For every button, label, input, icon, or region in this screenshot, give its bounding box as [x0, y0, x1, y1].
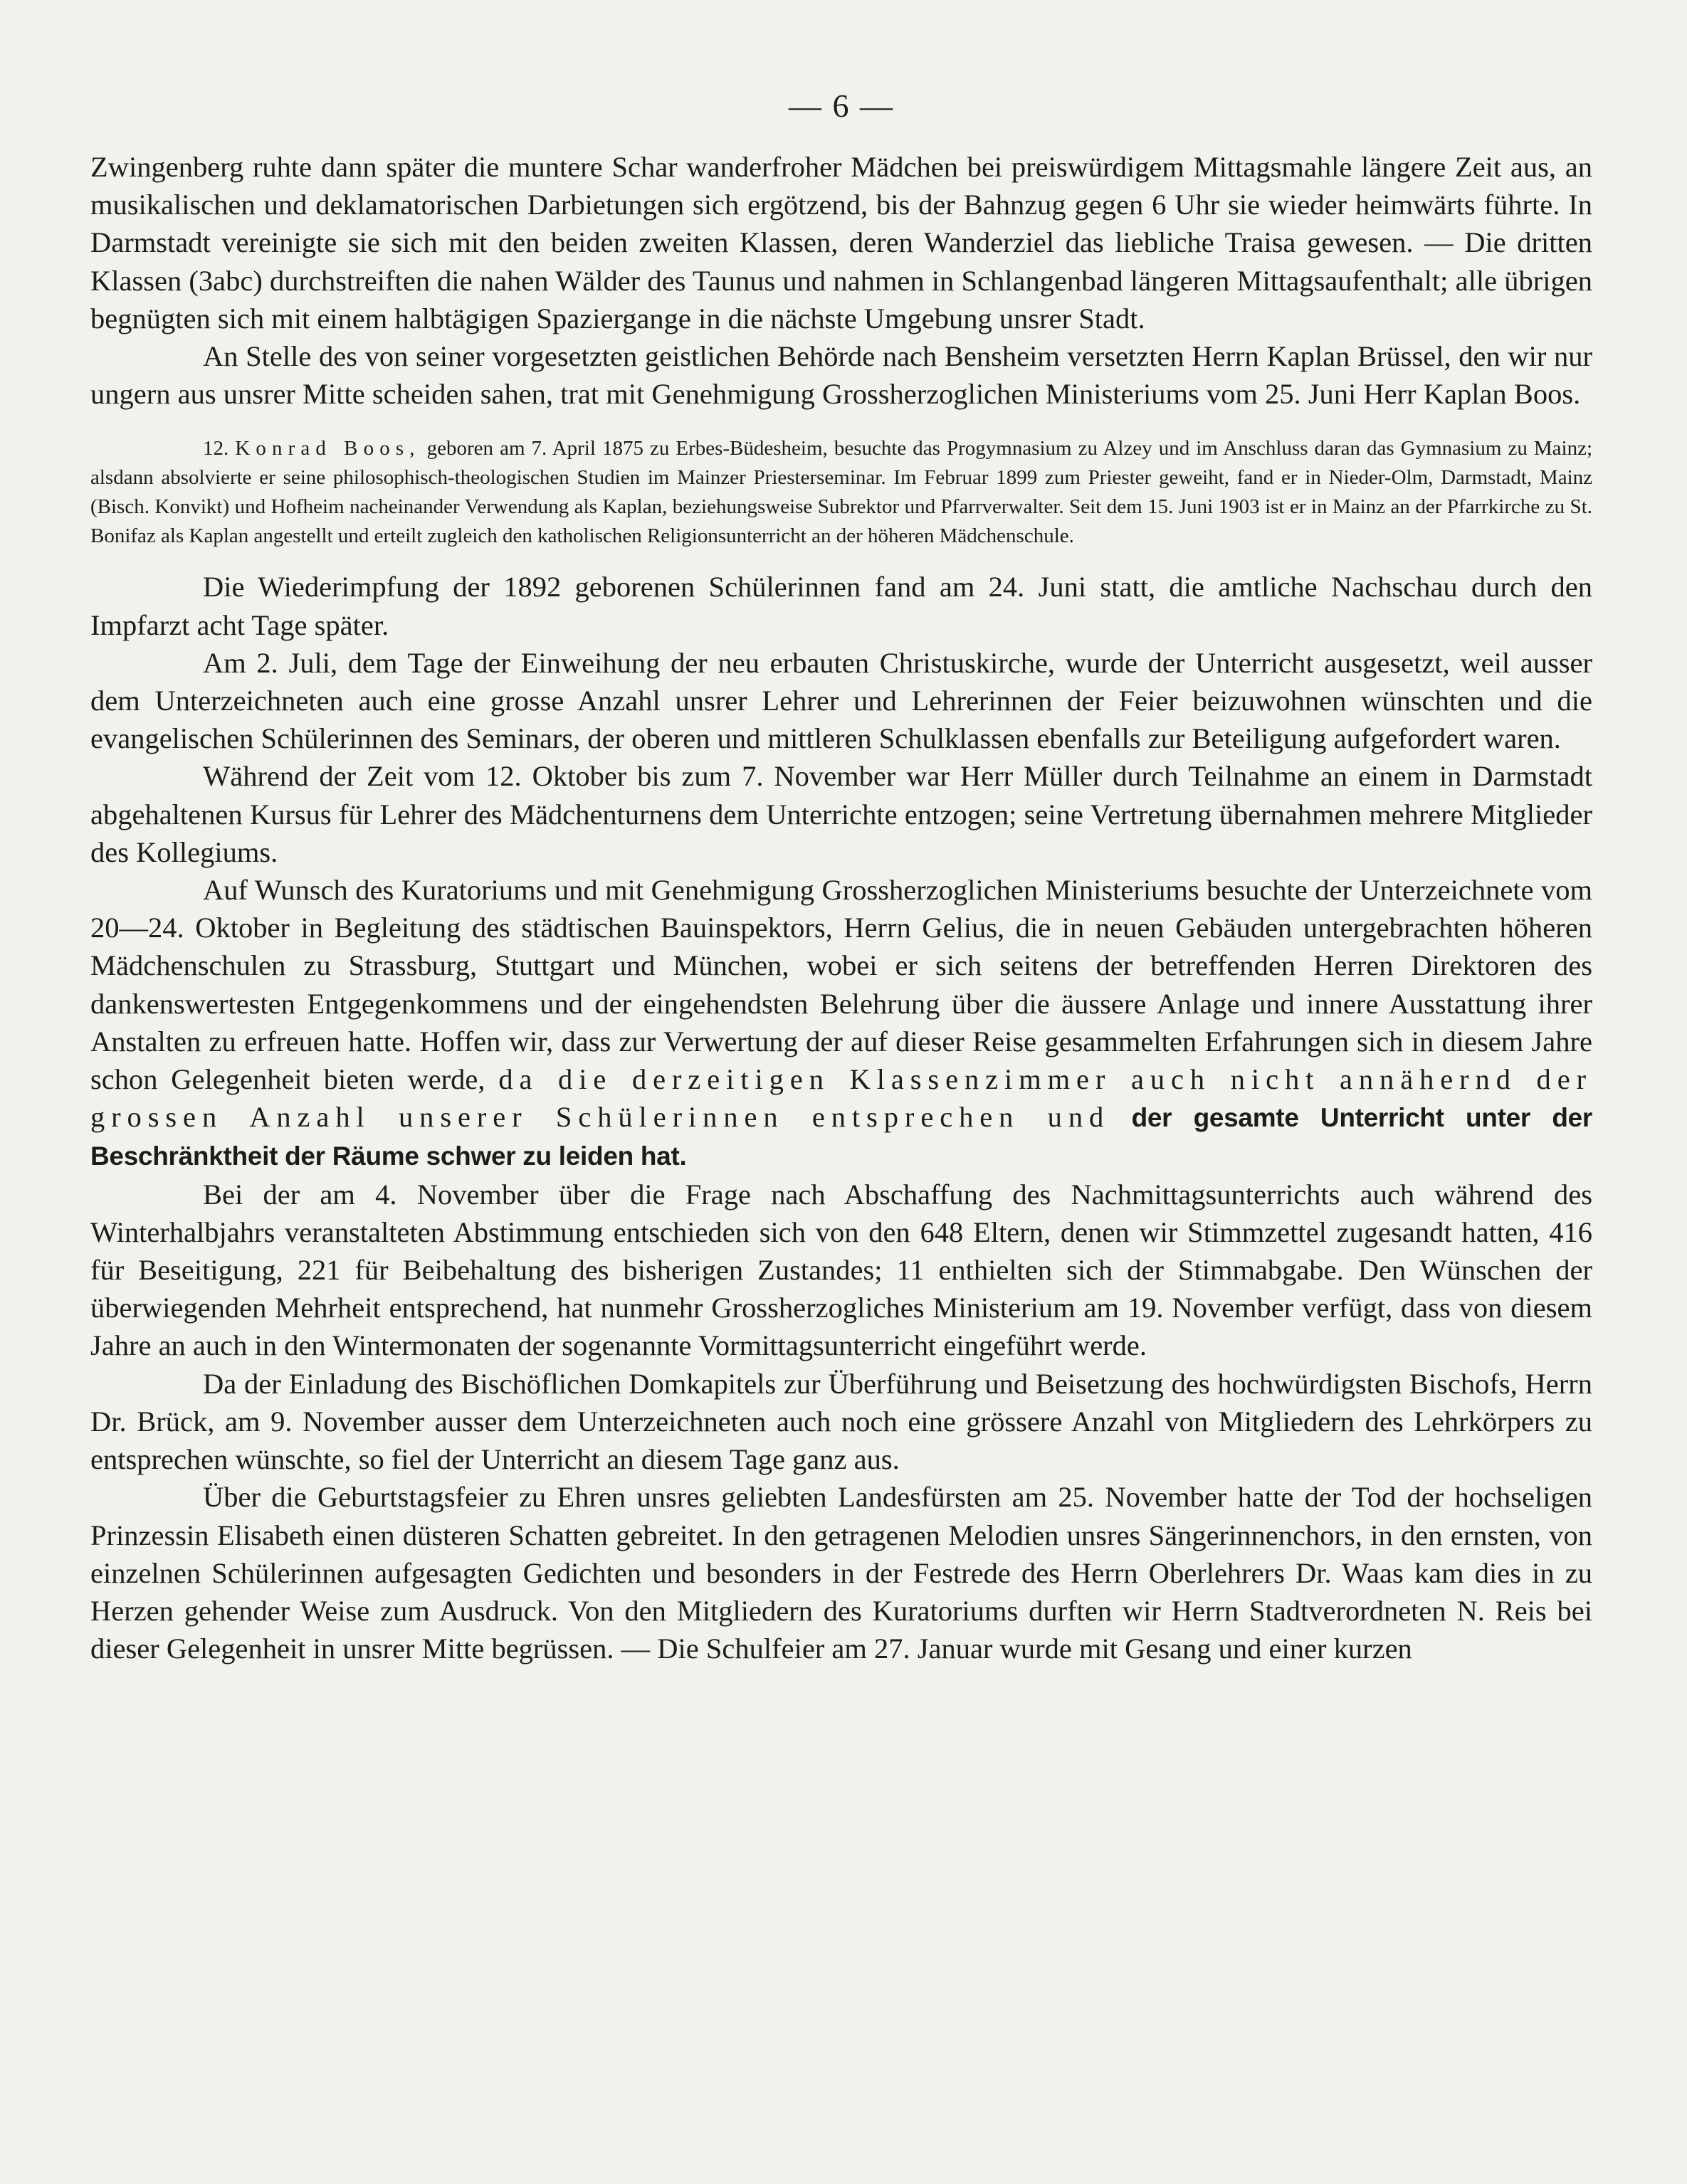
- paragraph-1: Zwingenberg ruhte dann später die muntere Schar wanderfroher Mädchen bei preiswürdigem Mittagsmahle längere Zeit aus, an musikalischen und deklamatorischen Darbietungen sich ergötzend, bis der Bahnzug gegen 6 Uhr sie wieder heimwärts führte. In Darmstadt vereinigte sie sich mit den beiden zweiten Klassen, deren Wanderziel das liebliche Traisa gewesen. — Die dritten Klassen (3abc) durchstreiften die nahen Wälder des Taunus und nahmen in Schlangenbad längeren Mittagsaufenthalt; alle übrigen begnügten sich mit einem halbtägigen Spaziergange in die nächste Umgebung unsrer Stadt.: [90, 151, 1592, 334]
- paragraph-8: Da der Einladung des Bischöflichen Domkapitels zur Überführung und Beisetzung des hochwürdigsten Bischofs, Herrn Dr. Brück, am 9. November ausser dem Unterzeichneten auch noch eine grössere Anzahl von Mitgliedern des Lehrkörpers zu entsprechen wünschte, so fiel der Unterricht an diesem Tage ganz aus.: [90, 1367, 1592, 1476]
- note-number: 12.: [203, 437, 229, 460]
- note-name: Konrad Boos,: [235, 437, 421, 460]
- paragraph-4: Am 2. Juli, dem Tage der Einweihung der neu erbauten Christuskirche, wurde der Unterricht ausgesetzt, weil ausser dem Unterzeichneten auch eine grosse Anzahl unsrer Lehrer und Lehrerinnen der Feier beizuwohnen wünschten und die evangelischen Schülerinnen des Seminars, der oberen und mittleren Schulklassen ebenfalls zur Beteiligung aufgefordert waren.: [90, 646, 1592, 755]
- page-number: — 6 —: [789, 88, 894, 124]
- biographical-note: [90, 434, 1592, 551]
- paragraph-6-lead: Auf Wunsch des Kuratoriums und mit Genehmigung Grossherzoglichen Ministeriums besuchte der Unterzeichnete vom 20—24. Oktober in Begleitung des städtischen Bauinspektors, Herrn Gelius, die in neuen Gebäuden untergebrachten höheren Mädchenschulen zu Strassburg, Stuttgart und München, wobei er sich seitens der betreffenden Herren Direktoren des dankenswertesten Entgegenkommens und der eingehendsten Belehrung über die äussere Anlage und innere Ausstattung ihrer Anstalten zu erfreuen hatte. Hoffen wir, dass zur Verwertung der auf dieser Reise gesammelten Erfahrungen sich in diesem Jahre schon Gelegenheit bieten werde,: [90, 874, 1592, 1096]
- paragraph-7: Bei der am 4. November über die Frage nach Abschaffung des Nachmittagsunterrichts auch während des Winterhalbjahrs veranstalteten Abstimmung entschieden sich von den 648 Eltern, denen wir Stimmzettel zugesandt hatten, 416 für Beseitigung, 221 für Beibehaltung des bisherigen Zustandes; 11 enthielten sich der Stimmabgabe. Den Wünschen der überwiegenden Mehrheit entsprechend, hat nunmehr Grossherzogliches Ministerium am 19. November verfügt, dass von diesem Jahre an auch in den Wintermonaten der sogenannte Vormittagsunterricht eingeführt werde.: [90, 1178, 1592, 1362]
- paragraph-6-bold: der gesamte Unterricht unter der Beschränktheit der Räume schwer zu leiden hat.: [90, 1103, 1592, 1171]
- note-text: geboren am 7. April 1875 zu Erbes-Büdesheim, besuchte das Progymnasium zu Alzey und im Anschluss daran das Gymnasium zu Mainz; alsdann absolvierte er seine philosophisch-theologischen Studien im Mainzer Priesterseminar. Im Februar 1899 zum Priester geweiht, fand er in Nieder-Olm, Darmstadt, Mainz (Bisch. Konvikt) und Hofheim nacheinander Verwendung als Kaplan, beziehungsweise Subrektor und Pfarrverwalter. Seit dem 15. Juni 1903 ist er in Mainz an der Pfarrkirche zu St. Bonifaz als Kaplan angestellt und erteilt zugleich den katholischen Religionsunterricht an der höheren Mädchenschule.: [90, 437, 1592, 548]
- paragraph-9: Über die Geburtstagsfeier zu Ehren unsres geliebten Landesfürsten am 25. November hatte der Tod der hochseligen Prinzessin Elisabeth einen düsteren Schatten gebreitet. In den getragenen Melodien unsres Sängerinnenchors, in den ernsten, von einzelnen Schülerinnen aufgesagten Gedichten und besonders in der Festrede des Herrn Oberlehrers Dr. Waas kam dies in zu Herzen gehender Weise zum Ausdruck. Von den Mitgliedern des Kuratoriums durften wir Herrn Stadtverordneten N. Reis bei dieser Gelegenheit in unsrer Mitte begrüssen. — Die Schulfeier am 27. Januar wurde mit Gesang und einer kurzen: [90, 1481, 1592, 1665]
- paragraph-3: Die Wiederimpfung der 1892 geborenen Schülerinnen fand am 24. Juni statt, die amtliche Nachschau durch den Impfarzt acht Tage später.: [90, 571, 1592, 641]
- paragraph-2: An Stelle des von seiner vorgesetzten geistlichen Behörde nach Bensheim versetzten Herrn Kaplan Brüssel, den wir nur ungern aus unsrer Mitte scheiden sahen, trat mit Genehmigung Grossherzoglichen Ministeriums vom 25. Juni Herr Kaplan Boos.: [90, 340, 1592, 411]
- paragraph-6: [90, 871, 1592, 1176]
- paragraph-5: Während der Zeit vom 12. Oktober bis zum 7. November war Herr Müller durch Teilnahme an einem in Darmstadt abgehaltenen Kursus für Lehrer des Mädchenturnens dem Unterrichte entzogen; seine Vertretung übernahmen mehrere Mitglieder des Kollegiums.: [90, 760, 1592, 868]
- paragraph-6-spaced: da die derzeitigen Klassenzimmer auch nicht annähernd der grossen Anzahl unserer Schülerinnen entsprechen und: [90, 1063, 1592, 1134]
- body-text: [90, 148, 1592, 1667]
